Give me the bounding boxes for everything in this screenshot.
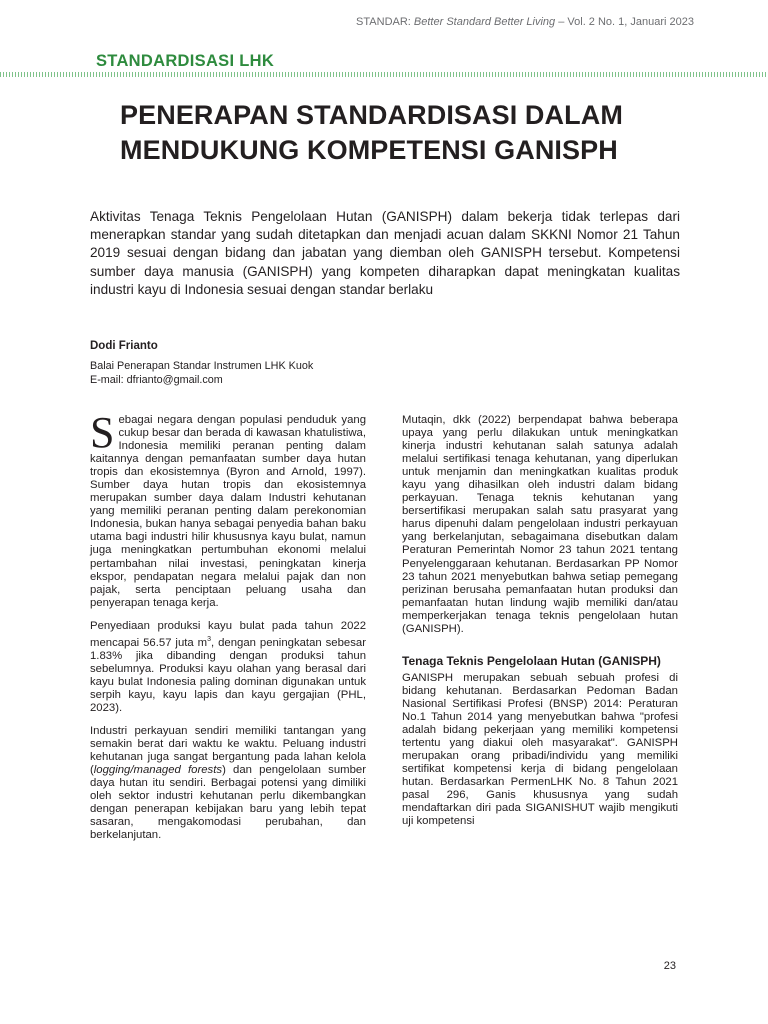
drop-cap: S: [90, 408, 115, 457]
author-affiliation: Balai Penerapan Standar Instrumen LHK Kuok: [90, 360, 314, 372]
body-column-right: [402, 414, 678, 828]
rubric-divider: [0, 72, 768, 77]
journal-name: STANDAR:: [356, 16, 411, 28]
journal-tagline: Better Standard Better Living: [413, 16, 556, 28]
author-name: Dodi Frianto: [90, 340, 158, 352]
paragraph-production: [90, 620, 366, 715]
article-title: [120, 98, 720, 168]
journal-issue: – Vol. 2 No. 1, Januari 2023: [558, 16, 694, 28]
superscript-3: 3: [207, 635, 212, 643]
paragraph-industry-text-a: Industri perkayuan sendiri memiliki tantangan yang semakin berat dari waktu ke waktu. Peluang industri kehutanan juga sangat bergantung pada lahan kelola (: [90, 724, 366, 776]
author-email: E-mail: dfrianto@gmail.com: [90, 374, 223, 386]
paragraph-production-text-b: , dengan peningkatan sebesar 1.83% jika dibanding dengan produksi tahun sebelumnya. Produksi kayu olahan yang berasal dari kayu bulat Indonesia paling dominan digunakan untuk serpih kayu, kayu lapis dan kayu gergajian (PHL, 2023).: [90, 636, 366, 714]
paragraph-production-text-a: Penyediaan produksi kayu bulat pada tahun 2022 mencapai 56.57 juta m: [90, 619, 366, 649]
paragraph-industry-text-b: ) dan pengelolaan sumber daya hutan itu sendiri. Berbagai potensi yang dimiliki oleh sektor industri kehutanan perlu dikembangkan dengan penerapan kebijakan baru yang lebih tepat sasaran, mengakomodasi perubahan, dan berkelanjutan.: [90, 763, 366, 842]
paragraph-certification: Mutaqin, dkk (2022) berpendapat bahwa beberapa upaya yang perlu dilakukan untuk meningkatkan kinerja industri kehutanan salah satunya adalah melalui sertifikasi tenaga kehutanan, yang diperlukan untuk menjamin dan meningkatkan kualitas produk kayu yang dihasilkan oleh industri dalam bidang perkayuan. Tenaga teknis kehutanan yang bersertifikasi merupakan salah satu prasyarat yang harus dipenuhi dalam pengelolaan industri perkayuan yang berkelanjutan, sebagaimana disebutkan dalam Peraturan Pemerintah Nomor 23 tahun 2021 tentang Penyelenggaraan kehutanan. Berdasarkan PP Nomor 23 tahun 2021 menyebutkan bahwa setiap pemegang perizinan berusaha pemanfaatan hutan produksi dan pemanfaatan hutan lindung wajib memiliki dan/atau memperkerjakan tenaga teknis pengelolaan hutan (GANISPH).: [402, 414, 678, 635]
paragraph-ganisph: GANISPH merupakan sebuah sebuah profesi di bidang kehutanan. Berdasarkan Pedoman Badan Nasional Sertifikasi Profesi (BNSP) 2014: Peraturan No.1 Tahun 2014 yang menyebutkan bahwa "profesi adalah bidang pekerjaan yang memiliki kompetensi tertentu yang diakui oleh masyarakat". GANISPH merupakan orang pribadi/individu yang memiliki sertifikat kompetensi kerja di bidang pengelolaan hutan. Berdasarkan PermenLHK No. 8 Tahun 2021 pasal 296, Ganis khususnya yang sudah mendaftarkan diri pada SIGANISHUT wajib mengikuti uji kompetensi: [402, 671, 678, 828]
paragraph-intro: [90, 408, 366, 610]
author-affiliation-block: [90, 359, 313, 387]
italic-term: logging/managed forests: [93, 763, 223, 776]
running-header: [356, 16, 694, 28]
paragraph-intro-text: ebagai negara dengan populasi penduduk yang cukup besar dan berada di kawasan khatulistiwa, Indonesia memiliki peranan penting dalam kaitannya dengan pemanfaatan sumber daya hutan tropis dan ekosistemnya (Byron and Arnold, 1997). Sumber daya hutan tropis dan ekosistemnya merupakan sumber daya dalam Industri kehutanan yang memiliki peranan penting dalam perekonomian Indonesia, bukan hanya sebagai penyedia bahan baku utama bagi industri hilir khususnya kayu bulat, namun juga meningkatkan pertumbuhan ekonomi melalui pertambahan nilai investasi, peningkatan kinerja ekspor, pendapatan negara melalui pajak dan non pajak, serta penciptaan peluang usaha dan penyerapan tenaga kerja.: [90, 414, 366, 609]
abstract: Aktivitas Tenaga Teknis Pengelolaan Hutan (GANISPH) dalam bekerja tidak terlepas dari menerapkan standar yang sudah ditetapkan dan menjadi acuan dalam SKKNI Nomor 21 Tahun 2019 sesuai dengan bidang dan jabatan yang diemban oleh GANISPH tersebut. Kompetensi sumber daya manusia (GANISPH) yang kompeten diharapkan dapat meningkatan kualitas industri kayu di Indonesia sesuai dengan standar berlaku: [90, 209, 680, 297]
page-number: 23: [663, 960, 676, 972]
section-rubric: STANDARDISASI LHK: [96, 52, 275, 70]
body-column-left: [90, 408, 366, 842]
title-line-1: PENERAPAN STANDARDISASI DALAM: [120, 100, 623, 130]
title-line-2: MENDUKUNG KOMPETENSI GANISPH: [120, 135, 618, 165]
paragraph-industry: [90, 725, 366, 842]
section-subheading: Tenaga Teknis Pengelolaan Hutan (GANISPH): [402, 653, 661, 668]
